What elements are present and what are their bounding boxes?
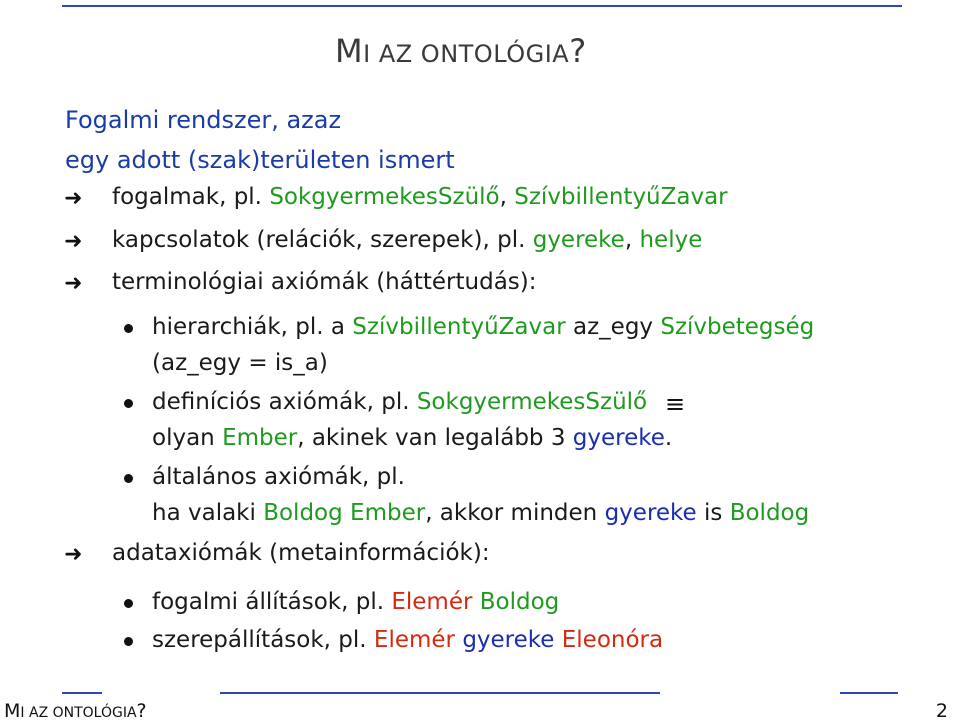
space <box>554 627 561 653</box>
sub-text: . <box>664 425 673 451</box>
sub-text: , akinek van legalább 3 <box>297 425 573 451</box>
intro-text <box>65 100 455 180</box>
sub-text: , akkor minden <box>425 500 605 526</box>
bullet-dot-icon <box>124 399 133 408</box>
individual-term: Elemér <box>391 589 473 615</box>
space <box>343 500 350 526</box>
footer-initial: M <box>4 700 21 722</box>
equivalence-symbol: ≡ <box>665 390 686 418</box>
sub-definitional <box>152 389 647 415</box>
bottom-rule-mid <box>220 692 660 694</box>
bullet-dot-icon <box>124 637 133 646</box>
sub-text: fogalmi állítások, pl. <box>152 589 392 615</box>
concept-term: Ember <box>350 500 426 526</box>
concept-term: SokgyermekesSzülő <box>269 184 500 210</box>
individual-term: Eleonóra <box>561 627 664 653</box>
footer-rest: I AZ ONTOLÓGIA <box>20 705 137 721</box>
role-term: gyereke <box>462 627 555 653</box>
bullet-text: kapcsolatok (relációk, szerepek), pl. <box>112 227 533 253</box>
title-rest: I AZ ONTOLÓGIA <box>363 40 570 68</box>
bullet-data-axioms: adataxiómák (metainformációk): <box>112 540 490 566</box>
concept-term: Ember <box>222 425 298 451</box>
space <box>472 589 479 615</box>
individual-term: Elemér <box>373 627 455 653</box>
slide-title <box>335 32 587 70</box>
role-term: helye <box>639 227 703 253</box>
sub-hierarchies-note: (az_egy = is_a) <box>152 350 328 376</box>
sub-text: ha valaki <box>152 500 264 526</box>
arrow-right-icon: ➜ <box>64 229 83 254</box>
bullet-concepts <box>112 184 728 210</box>
sub-definitional-line-2 <box>152 425 672 451</box>
bottom-rule-left <box>62 692 102 694</box>
title-initial: M <box>335 32 364 70</box>
bullet-dot-icon <box>124 474 133 483</box>
concept-term: SzívbillentyűZavar <box>514 184 728 210</box>
sub-general-axioms: általános axiómák, pl. <box>152 464 405 490</box>
bullet-terminological-axioms: terminológiai axiómák (háttértudás): <box>112 269 537 295</box>
sub-text: definíciós axiómák, pl. <box>152 389 417 415</box>
sub-text: az_egy <box>565 314 661 340</box>
footer-mark: ? <box>136 700 147 722</box>
sub-text: szerepállítások, pl. <box>152 627 374 653</box>
concept-term: SokgyermekesSzülő <box>416 389 648 415</box>
intro-line-1: Fogalmi rendszer, azaz <box>65 106 342 134</box>
role-term: gyereke <box>532 227 625 253</box>
top-rule-left <box>62 5 902 7</box>
intro-line-2: egy adott (szak)területen ismert <box>65 146 455 174</box>
bottom-rule-right <box>840 692 898 694</box>
footer-title <box>4 700 147 722</box>
sub-concept-assertions <box>152 589 559 615</box>
top-rule-right <box>870 5 896 7</box>
role-term: gyereke <box>572 425 665 451</box>
sub-text: hierarchiák, pl. a <box>152 314 353 340</box>
sub-role-assertions <box>152 627 663 653</box>
title-mark: ? <box>569 32 587 70</box>
sub-general-axioms-example <box>152 500 809 526</box>
sub-text: olyan <box>152 425 223 451</box>
arrow-right-icon: ➜ <box>64 271 83 296</box>
bullet-text: fogalmak, pl. <box>112 184 270 210</box>
separator: , <box>624 227 640 253</box>
concept-term: Szívbetegség <box>660 314 815 340</box>
role-term: gyereke <box>604 500 697 526</box>
arrow-right-icon: ➜ <box>64 186 83 211</box>
sub-hierarchies <box>152 314 814 340</box>
bullet-relations <box>112 227 702 253</box>
separator: , <box>499 184 515 210</box>
bullet-dot-icon <box>124 324 133 333</box>
concept-term: Boldog <box>729 500 810 526</box>
sub-text: is <box>696 500 730 526</box>
page-number: 2 <box>935 700 948 722</box>
bullet-dot-icon <box>124 599 133 608</box>
arrow-right-icon: ➜ <box>64 542 83 567</box>
concept-term: Boldog <box>479 589 560 615</box>
concept-term: SzívbillentyűZavar <box>352 314 566 340</box>
concept-term: Boldog <box>263 500 343 526</box>
